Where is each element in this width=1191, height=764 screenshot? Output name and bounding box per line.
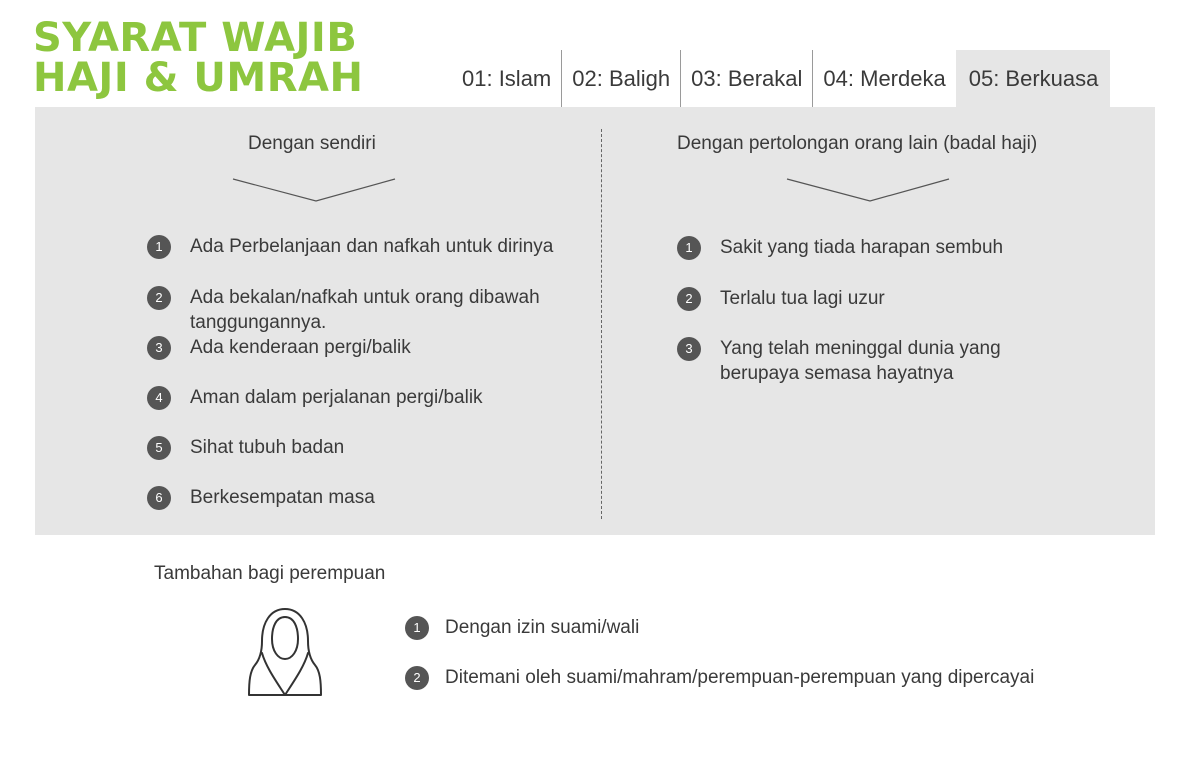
list-item-text: Sakit yang tiada harapan sembuh [720, 237, 1004, 258]
number-badge: 1 [147, 235, 171, 259]
list-item [677, 286, 885, 311]
page-title [33, 15, 364, 101]
number-badge: 2 [405, 666, 429, 690]
page-title-line-2: HAJI & UMRAH [33, 55, 364, 101]
content-panel [35, 107, 1155, 535]
tab-berakal[interactable]: 03: Berakal [680, 50, 812, 107]
page-title-line-1: SYARAT WAJIB [33, 15, 358, 61]
number-badge: 1 [405, 616, 429, 640]
number-badge: 3 [147, 336, 171, 360]
list-item-text: Terlalu tua lagi uzur [720, 288, 885, 309]
list-item-text: Ada Perbelanjaan dan nafkah untuk dirinya [190, 236, 554, 257]
list-item [147, 485, 375, 510]
list-item [147, 435, 344, 460]
list-item-text: Dengan izin suami/wali [445, 617, 640, 638]
chevron-down-icon [232, 177, 397, 203]
list-item [405, 615, 639, 640]
column-divider [601, 129, 602, 519]
list-item [147, 385, 483, 410]
list-item-text: Yang telah meninggal dunia yang berupaya semasa hayatnya [720, 338, 1001, 384]
list-item-text: Ada bekalan/nafkah untuk orang dibawah tanggungannya. [190, 287, 540, 333]
list-item-text: Ditemani oleh suami/mahram/perempuan-perempuan yang dipercayai [445, 667, 1035, 688]
tab-merdeka[interactable]: 04: Merdeka [812, 50, 955, 107]
number-badge: 4 [147, 386, 171, 410]
tab-berkuasa[interactable]: 05: Berkuasa [956, 50, 1111, 107]
tab-bar [452, 50, 1110, 107]
extra-section-heading: Tambahan bagi perempuan [154, 563, 386, 584]
list-item-text: Ada kenderaan pergi/balik [190, 337, 411, 358]
list-item [677, 336, 1040, 386]
right-column-heading: Dengan pertolongan orang lain (badal haji) [677, 133, 1038, 154]
list-item-text: Berkesempatan masa [190, 487, 375, 508]
tab-baligh[interactable]: 02: Baligh [561, 50, 680, 107]
number-badge: 3 [677, 337, 701, 361]
number-badge: 2 [147, 286, 171, 310]
left-column-heading: Dengan sendiri [248, 133, 376, 154]
list-item [677, 235, 1003, 260]
number-badge: 5 [147, 436, 171, 460]
list-item [147, 285, 585, 335]
list-item [147, 335, 411, 360]
list-item-text: Aman dalam perjalanan pergi/balik [190, 387, 483, 408]
list-item [405, 665, 1034, 690]
list-item-text: Sihat tubuh badan [190, 437, 345, 458]
chevron-down-icon [786, 177, 951, 203]
woman-hijab-icon [246, 605, 324, 699]
number-badge: 1 [677, 236, 701, 260]
number-badge: 6 [147, 486, 171, 510]
list-item [147, 234, 553, 259]
number-badge: 2 [677, 287, 701, 311]
tab-islam[interactable]: 01: Islam [462, 65, 552, 91]
